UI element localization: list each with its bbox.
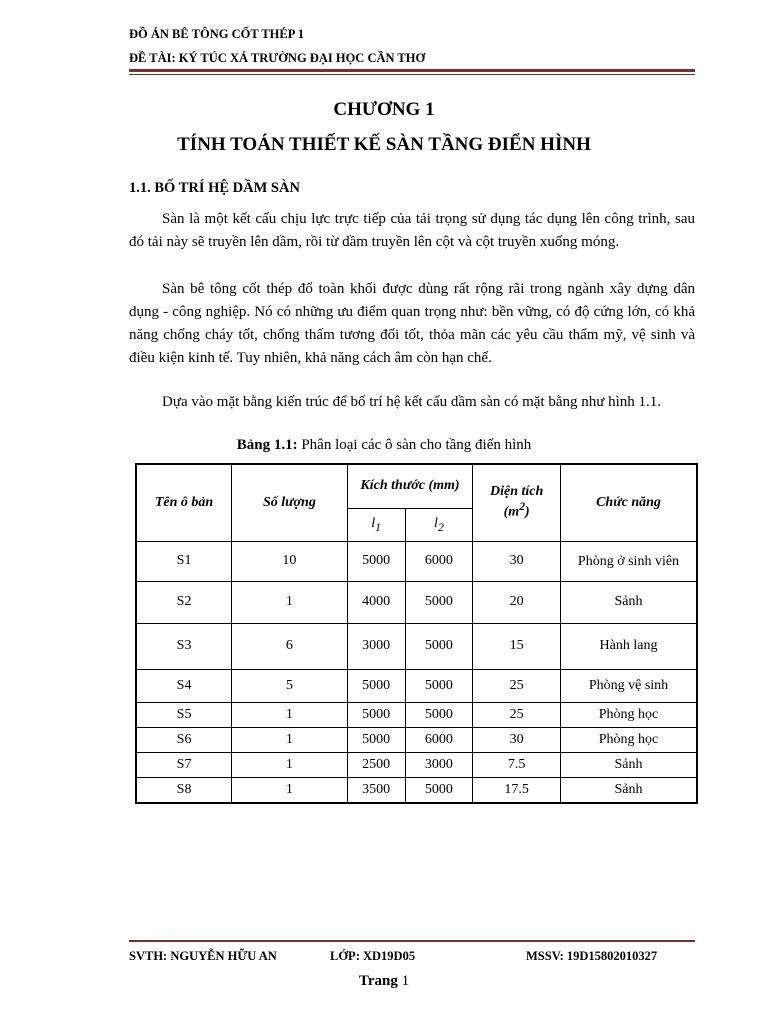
cell-l1: 5000 (347, 669, 405, 702)
cell-l1: 5000 (347, 541, 405, 581)
header-l1 (347, 508, 405, 541)
cell-area: 30 (473, 727, 561, 752)
paragraph-1: Sàn là một kết cấu chịu lực trực tiếp của tải trọng sử dụng tác dụng lên công trình, sau đó tải này sẽ truyền lên dầm, rồi từ dầm truyền lên cột và cột truyền xuống móng. (129, 211, 695, 250)
header-area-close: ) (525, 505, 530, 521)
cell-function: Hành lang (561, 623, 698, 669)
cell-name: S1 (136, 541, 232, 581)
cell-qty: 10 (232, 541, 348, 581)
cell-qty: 1 (232, 752, 348, 777)
table-row (136, 623, 697, 669)
cell-name: S4 (136, 669, 232, 702)
cell-l2: 6000 (405, 727, 473, 752)
header-function: Chức năng (561, 464, 698, 541)
section-title: 1.1. BỐ TRÍ HỆ DẦM SÀN (129, 180, 300, 196)
table-row (136, 541, 697, 581)
footer-rule (129, 940, 695, 942)
chapter-number: CHƯƠNG 1 (333, 99, 435, 120)
cell-name: S5 (136, 702, 232, 727)
header-qty: Số lượng (232, 464, 348, 541)
cell-l2: 5000 (405, 581, 473, 623)
header-rule-thin (129, 74, 695, 75)
cell-name: S3 (136, 623, 232, 669)
footer-student-id: MSSV: 19D15802010327 (526, 949, 658, 963)
table-row (136, 727, 697, 752)
table-row (136, 702, 697, 727)
cell-function: Phòng học (561, 702, 698, 727)
cell-l2: 5000 (405, 623, 473, 669)
table-caption-label: Bảng 1.1: (236, 437, 298, 453)
cell-qty: 1 (232, 777, 348, 803)
cell-area: 25 (473, 702, 561, 727)
cell-area: 15 (473, 623, 561, 669)
cell-l2: 5000 (405, 669, 473, 702)
cell-l2: 5000 (405, 702, 473, 727)
header-l2 (405, 508, 473, 541)
cell-l2: 5000 (405, 777, 473, 803)
footer-student: SVTH: NGUYỄN HỮU AN (129, 949, 277, 963)
table-caption (0, 437, 768, 454)
cell-l1: 2500 (347, 752, 405, 777)
cell-function: Phòng vệ sinh (561, 669, 698, 702)
cell-area: 25 (473, 669, 561, 702)
cell-function: Sảnh (561, 581, 698, 623)
cell-l2: 6000 (405, 541, 473, 581)
paragraph-2: Sàn bê tông cốt thép đổ toàn khối được dùng rất rộng rãi trong ngành xây dựng dân dụng - công nghiệp. Nó có những ưu điểm quan trọng như: bền vững, có độ cứng lớn, có khả năng chống cháy tốt, chống thấm tương đối tốt, thỏa mãn các yêu cầu thẩm mỹ, vệ sinh và điều kiện kinh tế. Tuy nhiên, khả năng cách âm còn hạn chế. (129, 281, 695, 366)
header-rule-thick (129, 69, 695, 72)
cell-l1: 5000 (347, 727, 405, 752)
cell-function: Sảnh (561, 752, 698, 777)
page-number-value: 1 (401, 973, 410, 989)
header-dimension: Kích thước (mm) (347, 464, 473, 508)
cell-l1: 3000 (347, 623, 405, 669)
slab-table (135, 463, 698, 804)
cell-name: S8 (136, 777, 232, 803)
header-area-text: Diện tích (m (490, 484, 544, 521)
header-line-1: ĐỒ ÁN BÊ TÔNG CỐT THÉP 1 (129, 27, 305, 41)
cell-l2: 3000 (405, 752, 473, 777)
header-l2-text: l (434, 515, 438, 531)
cell-area: 7.5 (473, 752, 561, 777)
cell-function: Phòng học (561, 727, 698, 752)
table-row (136, 777, 697, 803)
header-line-2: ĐỀ TÀI: KÝ TÚC XÁ TRƯỜNG ĐẠI HỌC CẦN THƠ (129, 51, 426, 65)
cell-area: 30 (473, 541, 561, 581)
cell-qty: 1 (232, 702, 348, 727)
cell-area: 17.5 (473, 777, 561, 803)
header-area-sup: 2 (519, 500, 526, 514)
header-name: Tên ô bản (136, 464, 232, 541)
cell-area: 20 (473, 581, 561, 623)
cell-qty: 5 (232, 669, 348, 702)
table-row (136, 581, 697, 623)
header-l1-text: l (371, 515, 376, 531)
page-number (0, 973, 768, 990)
cell-function: Phòng ở sinh viên (561, 541, 698, 581)
cell-qty: 1 (232, 727, 348, 752)
header-l1-sub: 1 (375, 520, 381, 534)
cell-l1: 5000 (347, 702, 405, 727)
page-label: Trang (358, 973, 398, 989)
cell-qty: 6 (232, 623, 348, 669)
cell-function: Sảnh (561, 777, 698, 803)
cell-name: S2 (136, 581, 232, 623)
cell-l1: 4000 (347, 581, 405, 623)
cell-name: S7 (136, 752, 232, 777)
cell-name: S6 (136, 727, 232, 752)
chapter-title: TÍNH TOÁN THIẾT KẾ SÀN TẦNG ĐIỂN HÌNH (177, 134, 591, 155)
header-l2-sub: 2 (437, 520, 444, 534)
cell-qty: 1 (232, 581, 348, 623)
table-row (136, 669, 697, 702)
cell-l1: 3500 (347, 777, 405, 803)
footer-class: LỚP: XD19D05 (330, 949, 416, 963)
table-caption-text: Phân loại các ô sàn cho tầng điển hình (297, 437, 532, 453)
header-area (473, 464, 561, 541)
paragraph-3: Dựa vào mặt bằng kiến trúc để bố trí hệ kết cấu dầm sàn có mặt bằng như hình 1.1. (162, 394, 662, 410)
table-row (136, 752, 697, 777)
